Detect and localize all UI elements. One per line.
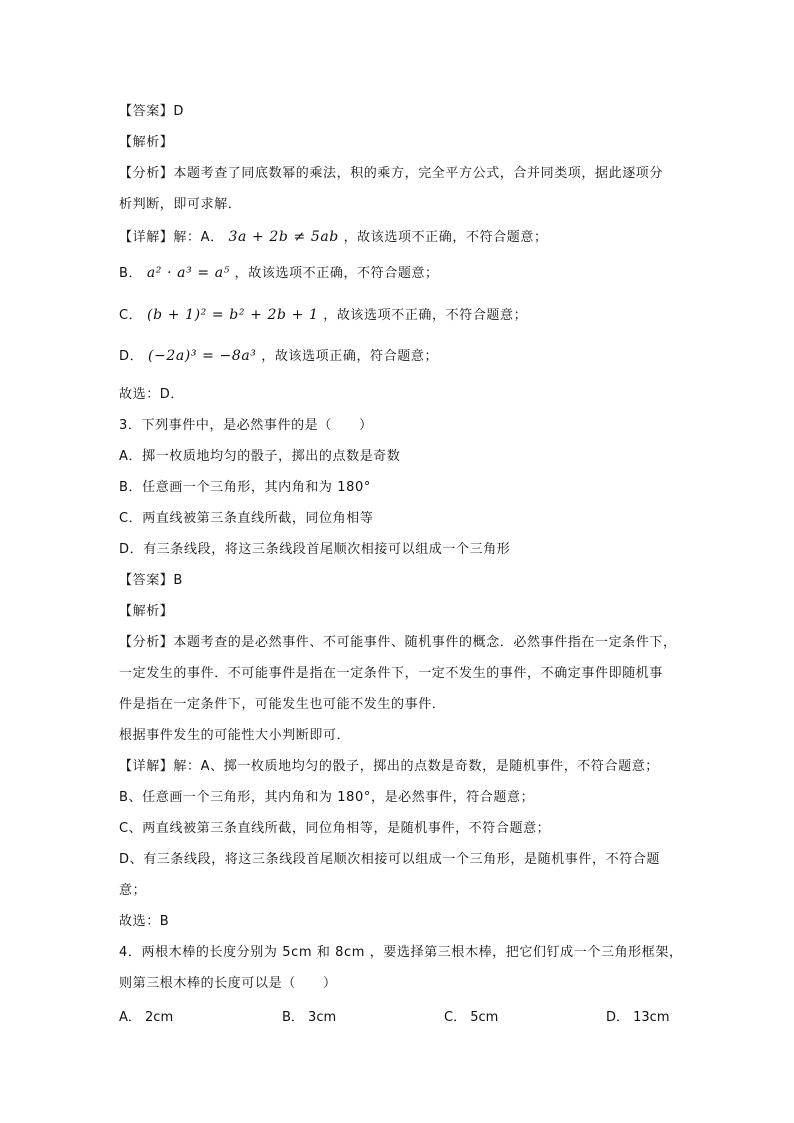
q3-detail-line-4: D、有三条线段，将这三条线段首尾顺次相接可以组成一个三角形，是随机事件，不符合题 xyxy=(119,852,661,867)
q2-detail-c-prefix: C． xyxy=(119,308,143,323)
q4-stem-line-2: 则第三根木棒的长度可以是（ ） xyxy=(119,976,337,991)
q4-option-a: A． 2cm xyxy=(119,1010,174,1025)
q2-detail-b-suffix: ，故该选项不正确，不符合题意； xyxy=(234,266,439,281)
q3-option-a: A．掷一枚质地均匀的骰子，掷出的点数是奇数 xyxy=(119,449,401,464)
q3-fenxi-line-1: 【分析】本题考查的是必然事件、不可能事件、随机事件的概念．必然事件指在一定条件下， xyxy=(119,635,677,650)
q4-option-b: B． 3cm xyxy=(282,1010,337,1025)
q3-fenxi-line-3: 件是指在一定条件下，可能发生也可能不发生的事件． xyxy=(119,697,446,712)
q2-detail-d-math: (−2a)³ = −8a³ xyxy=(147,348,257,364)
q3-detail-line-3: C、两直线被第三条直线所截，同位角相等，是随机事件，不符合题意； xyxy=(119,821,551,836)
q3-detail-line-5: 意； xyxy=(119,883,147,898)
q3-option-d: D．有三条线段，将这三条线段首尾顺次相接可以组成一个三角形 xyxy=(119,542,511,557)
q2-detail-d-prefix: D． xyxy=(119,349,144,364)
q2-detail-a-prefix: 【详解】解：A． xyxy=(119,230,224,245)
q2-detail-a-math: 3a + 2b ≠ 5ab xyxy=(228,229,339,245)
q3-fenxi-line-2: 一定发生的事件．不可能事件是指在一定条件下，一定不发生的事件，不确定事件即随机事 xyxy=(119,666,664,681)
q2-fenxi-line-1: 【分析】本题考查了同底数幂的乘法，积的乘方，完全平方公式，合并同类项，据此逐项分 xyxy=(119,166,664,181)
q4-option-c: C． 5cm xyxy=(444,1010,499,1025)
q3-answer: 【答案】B xyxy=(119,573,183,588)
q3-analysis-heading: 【解析】 xyxy=(119,604,174,619)
q4-option-d: D． 13cm xyxy=(606,1010,670,1025)
q4-stem-line-1: 4．两根木棒的长度分别为 5cm 和 8cm ，要选择第三根木棒，把它们钉成一个三角形框架， xyxy=(119,945,683,960)
q2-detail-d xyxy=(119,347,438,366)
q2-detail-a xyxy=(119,228,548,247)
q2-answer: 【答案】D xyxy=(119,104,185,119)
q3-option-c: C．两直线被第三条直线所截，同位角相等 xyxy=(119,511,374,526)
q2-detail-a-suffix: ，故该选项不正确，不符合题意； xyxy=(343,230,548,245)
q2-detail-c-suffix: ，故该选项不正确，不符合题意； xyxy=(323,308,528,323)
q2-analysis-heading: 【解析】 xyxy=(119,135,174,150)
q2-choose: 故选：D． xyxy=(119,387,185,402)
q2-detail-b xyxy=(119,264,439,283)
q3-detail-line-2: B、任意画一个三角形，其内角和为 180°，是必然事件，符合题意； xyxy=(119,790,535,805)
q3-fenxi-line-4: 根据事件发生的可能性大小判断即可． xyxy=(119,728,351,743)
q2-detail-c-math: (b + 1)² = b² + 2b + 1 xyxy=(147,307,319,323)
q2-detail-d-suffix: ，故该选项正确，符合题意； xyxy=(261,349,439,364)
q3-choose: 故选：B xyxy=(119,914,170,929)
q3-option-b: B．任意画一个三角形，其内角和为 180° xyxy=(119,480,371,495)
q2-detail-b-math: a² · a³ = a⁵ xyxy=(146,265,230,281)
q3-detail-line-1: 【详解】解：A、掷一枚质地均匀的骰子，掷出的点数是奇数，是随机事件，不符合题意； xyxy=(119,759,659,774)
q2-detail-b-prefix: B． xyxy=(119,266,143,281)
q2-fenxi-line-2: 析判断，即可求解． xyxy=(119,197,242,212)
q3-stem: 3．下列事件中，是必然事件的是（ ） xyxy=(119,418,373,433)
q2-detail-c xyxy=(119,306,527,325)
